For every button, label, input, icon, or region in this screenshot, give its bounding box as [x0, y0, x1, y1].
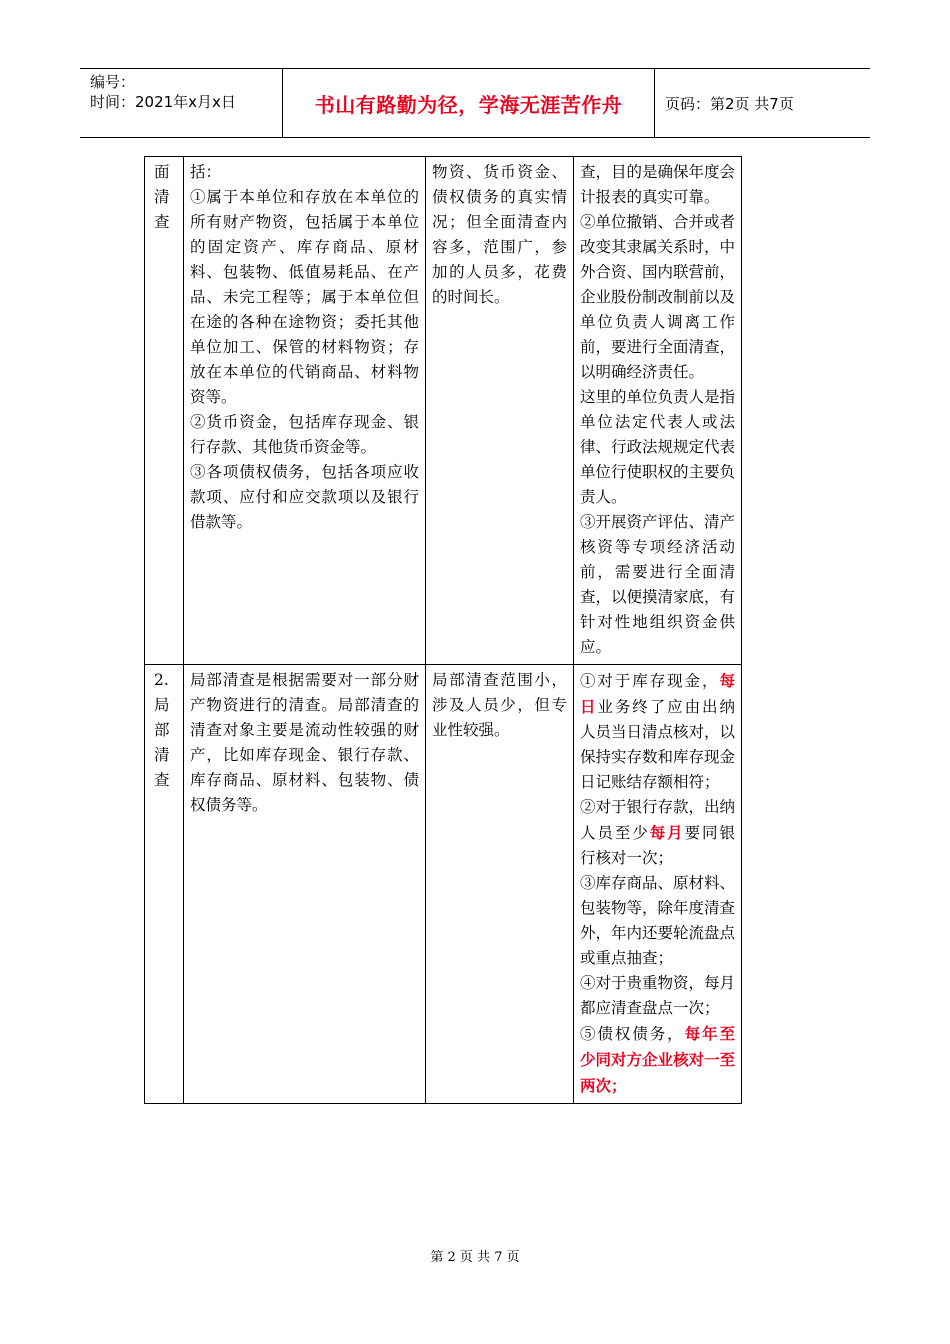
table-row [145, 157, 742, 665]
timing-paragraph: 这里的单位负责人是指单位法定代表人或法律、行政法规规定代表单位行使职权的主要负责人。 [580, 388, 736, 506]
type-char: 清 [154, 188, 170, 206]
timing-paragraph: ②单位撤销、合并或者改变其隶属关系时，中外合资、国内联营前，企业股份制改制前以及单位负责人调离工作前，要进行全面清查，以明确经济责任。 [580, 213, 736, 381]
document-number-label: 编号： [90, 73, 136, 91]
timing-paragraph: 查，目的是确保年度会计报表的真实可靠。 [580, 163, 736, 206]
row-feature-cell: 物资、货币资金、债权债务的真实情况；但全面清查内容多，范围广，参加的人员多，花费的时间长。 [426, 157, 574, 665]
timing-paragraph [580, 1021, 735, 1099]
type-char: 局 [154, 696, 170, 714]
row-timing-cell [574, 665, 742, 1104]
header-motto: 书山有路勤为径，学海无涯苦作舟 [314, 92, 623, 117]
header-motto-cell [283, 69, 655, 137]
type-char: 部 [154, 721, 170, 739]
type-char: 查 [154, 771, 170, 789]
timing-paragraph: ④对于贵重物资，每月都应清查盘点一次； [580, 974, 736, 1017]
timing-text: ②对于银行存款，出纳人员至少 [580, 798, 736, 842]
timing-paragraph: ③库存商品、原材料、包装物等，除年度清查外，年内还要轮流盘点或重点抽查； [580, 874, 736, 967]
type-char: 清 [154, 746, 170, 764]
type-char: 查 [154, 213, 170, 231]
document-date-label: 时间：2021年x月x日 [90, 93, 236, 111]
timing-text: ⑤债权债务， [580, 1025, 685, 1043]
row-type-cell [145, 665, 184, 1104]
timing-text: 业务终了应由出纳人员当日清点核对，以保持实存数和库存现金日记账结存额相符； [580, 698, 736, 791]
type-char: 2. [154, 671, 169, 689]
row-content-cell [184, 157, 426, 665]
inventory-check-table [144, 156, 742, 1104]
timing-highlight: 每日 [580, 671, 735, 716]
header-page-label: 页码：第2页 共7页 [665, 94, 794, 113]
content-paragraph: ②货币资金，包括库存现金、银行存款、其他货币资金等。 [190, 413, 419, 456]
row-feature-cell: 局部清查范围小，涉及人员少，但专业性较强。 [426, 665, 574, 1104]
row-content-cell [184, 665, 426, 1104]
timing-paragraph: ③开展资产评估、清产核资等专项经济活动前，需要进行全面清查，以便摸清家底，有针对性地组织资金供应。 [580, 513, 736, 656]
content-paragraph: ①属于本单位和存放在本单位的所有财产物资，包括属于本单位的固定资产、库存商品、原材料、包装物、低值易耗品、在产品、未完工程等；属于本单位但在途的各种在途物资；委托其他单位加工、保管的材料物资；存放在本单位的代销商品、材料物资等。 [190, 188, 419, 406]
row-type-cell [145, 157, 184, 665]
timing-text: ①对于库存现金， [580, 672, 720, 690]
row-timing-cell [574, 157, 742, 665]
content-paragraph: 局部清查是根据需要对一部分财产物资进行的清查。局部清查的清查对象主要是流动性较强的财产，比如库存现金、银行存款、库存商品、原材料、包装物、债权债务等。 [190, 671, 419, 814]
page-footer: 第 2 页 共 7 页 [430, 1250, 520, 1265]
timing-paragraph [580, 795, 735, 871]
content-paragraph: ③各项债权债务，包括各项应收款项、应付和应交款项以及银行借款等。 [190, 463, 419, 531]
timing-text: 要同银行核对一次； [580, 824, 735, 867]
table-row [145, 665, 742, 1104]
timing-highlight: 每月 [649, 823, 685, 842]
timing-paragraph [580, 668, 735, 795]
timing-highlight: 每年至少同对方企业核对一至两次； [580, 1024, 736, 1095]
header-meta [80, 69, 283, 137]
page-header [80, 68, 870, 138]
type-char: 面 [154, 163, 170, 181]
content-paragraph: 括： [190, 163, 222, 181]
